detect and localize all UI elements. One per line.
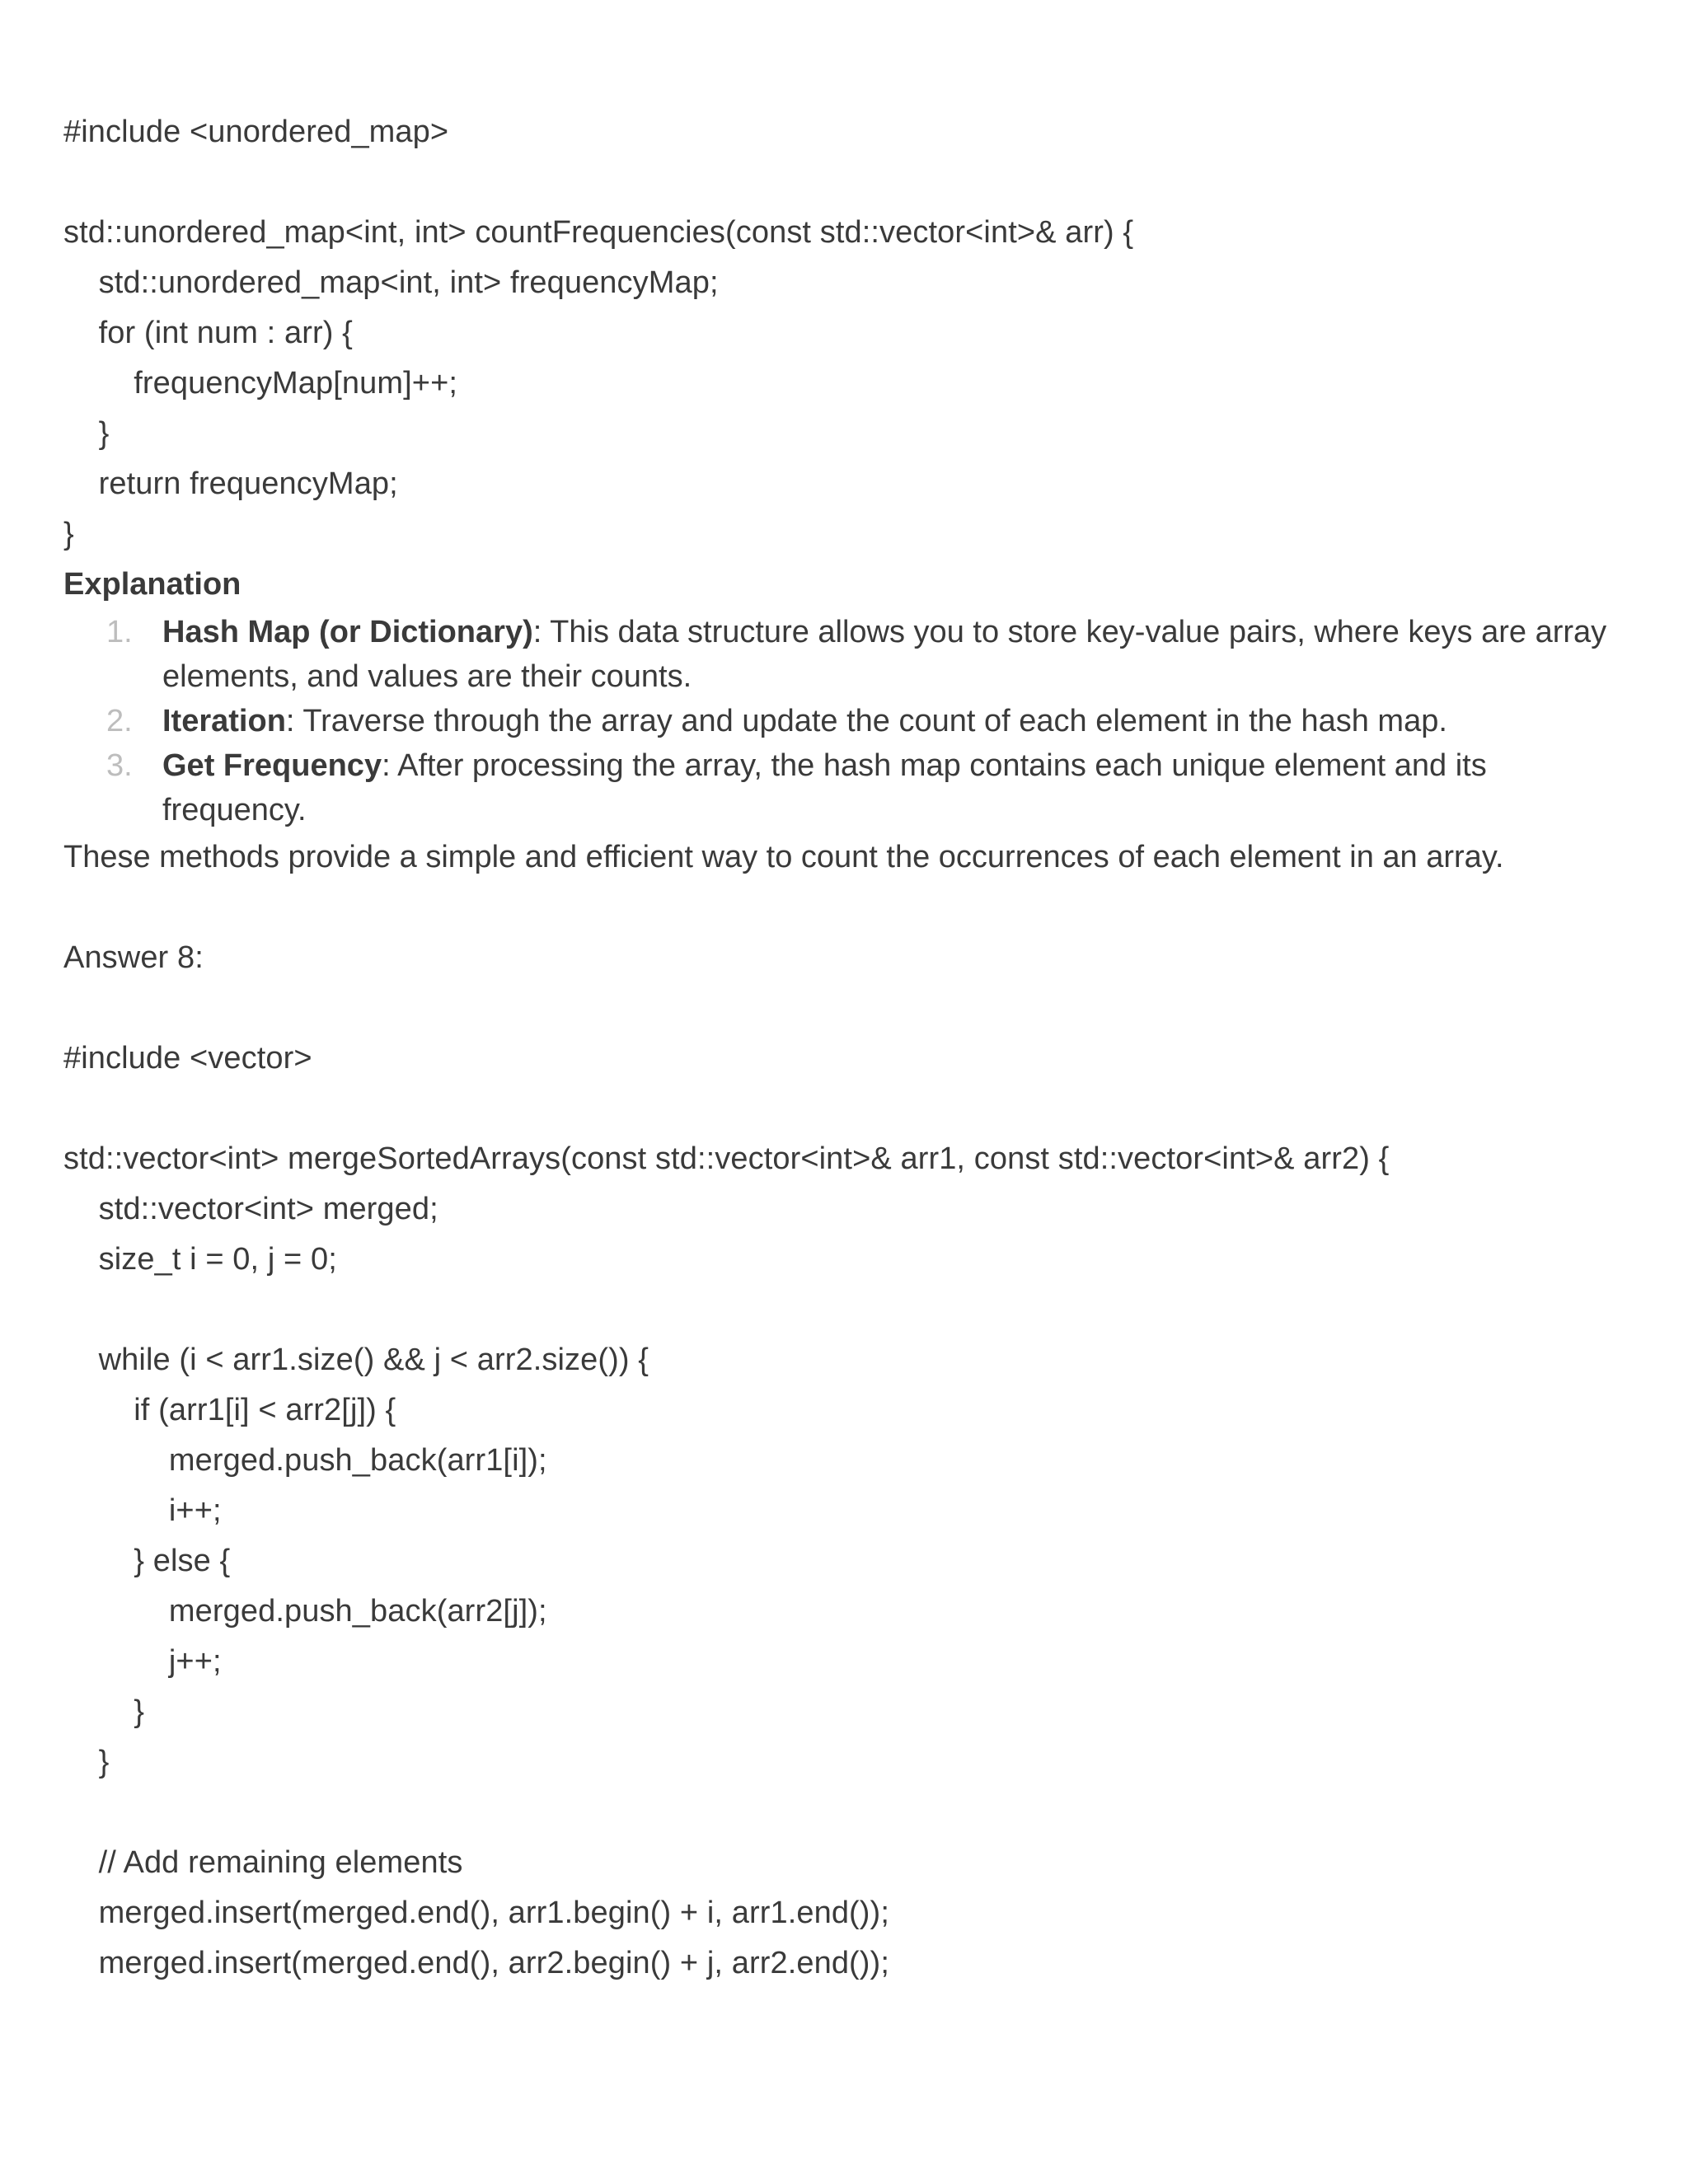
- code-line-blank: [63, 1084, 1629, 1134]
- code-line-blank: [63, 1285, 1629, 1335]
- list-number: 3.: [106, 748, 133, 783]
- code-block-count-frequencies: [63, 107, 1629, 560]
- spacer: [63, 883, 1629, 933]
- answer-label: Answer 8:: [63, 940, 204, 975]
- code-line: // Add remaining elements: [63, 1845, 463, 1880]
- code-line: #include <unordered_map>: [63, 115, 449, 149]
- code-line: }: [63, 517, 74, 551]
- list-text: : This data structure allows you to store key-value pairs, where keys are array elements, and values are their counts.: [162, 615, 1607, 694]
- code-line: merged.insert(merged.end(), arr1.begin() + i, arr1.end());: [63, 1896, 889, 1930]
- code-line: frequencyMap[num]++;: [63, 366, 458, 401]
- code-line-blank: [63, 157, 1629, 208]
- list-item: [63, 610, 1629, 699]
- list-term: Get Frequency: [162, 748, 382, 783]
- code-line: for (int num : arr) {: [63, 316, 353, 350]
- code-line: while (i < arr1.size() && j < arr2.size()) {: [63, 1343, 649, 1377]
- code-line: return frequencyMap;: [63, 466, 398, 501]
- explanation-heading: Explanation: [63, 567, 241, 602]
- code-line: std::vector<int> merged;: [63, 1192, 438, 1226]
- code-line: #include <vector>: [63, 1041, 312, 1076]
- list-item: [63, 699, 1629, 743]
- code-line: j++;: [63, 1644, 222, 1679]
- document-body: [63, 107, 1629, 1989]
- list-text: : After processing the array, the hash map contains each unique element and its frequency.: [162, 748, 1487, 827]
- code-line: }: [63, 1745, 110, 1779]
- code-line: merged.insert(merged.end(), arr2.begin() + j, arr2.end());: [63, 1946, 889, 1980]
- explanation-list: [63, 610, 1629, 832]
- summary-paragraph: These methods provide a simple and efficient way to count the occurrences of each element in an array.: [63, 840, 1504, 874]
- code-line: i++;: [63, 1493, 222, 1528]
- list-term: Iteration: [162, 704, 286, 738]
- list-text: : Traverse through the array and update the count of each element in the hash map.: [285, 704, 1447, 738]
- code-block-merge-sorted-arrays: [63, 1033, 1629, 1989]
- code-line: merged.push_back(arr2[j]);: [63, 1594, 547, 1629]
- code-line: std::unordered_map<int, int> countFrequencies(const std::vector<int>& arr) {: [63, 215, 1134, 250]
- code-line: }: [63, 1694, 145, 1729]
- list-number: 1.: [106, 615, 133, 649]
- code-line: merged.push_back(arr1[i]);: [63, 1443, 547, 1478]
- spacer: [63, 983, 1629, 1033]
- code-line-blank: [63, 1788, 1629, 1838]
- list-number: 2.: [106, 704, 133, 738]
- code-line: }: [63, 416, 110, 451]
- list-term: Hash Map (or Dictionary): [162, 615, 533, 649]
- code-line: if (arr1[i] < arr2[j]) {: [63, 1393, 396, 1427]
- list-item: [63, 743, 1629, 832]
- code-line: } else {: [63, 1544, 231, 1578]
- code-line: std::unordered_map<int, int> frequencyMap;: [63, 265, 719, 300]
- code-line: size_t i = 0, j = 0;: [63, 1242, 337, 1277]
- code-line: std::vector<int> mergeSortedArrays(const std::vector<int>& arr1, const std::vector<int>& arr2) {: [63, 1141, 1390, 1176]
